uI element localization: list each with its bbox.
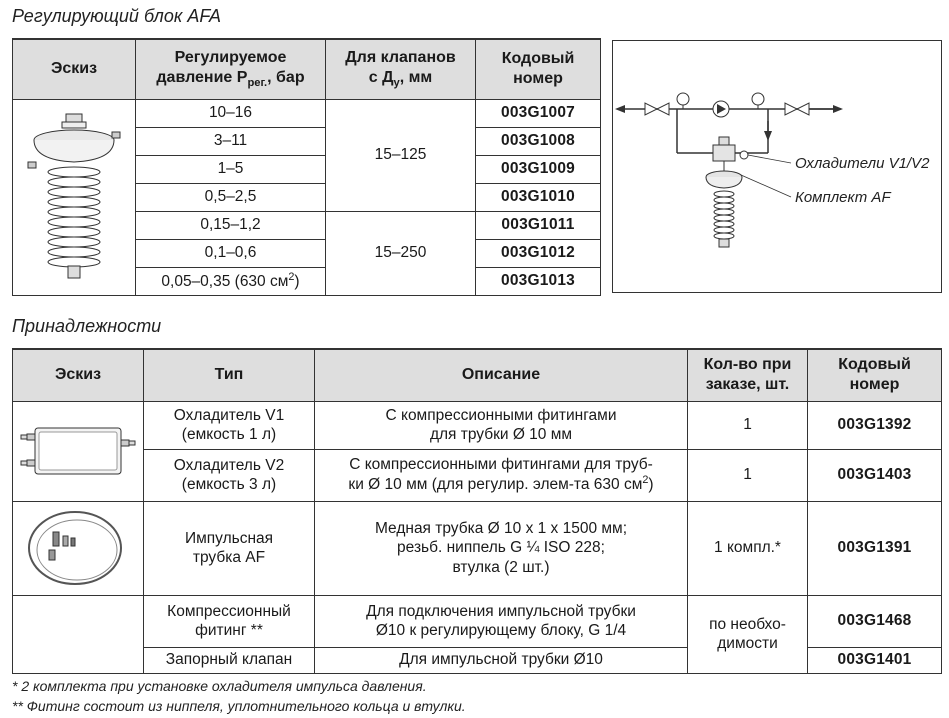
acc-type-3 (144, 501, 315, 595)
acc-desc-4-line1: Для подключения импульсной трубки (366, 602, 636, 620)
acc-desc-3-line2: резьб. ниппель G ¼ ISO 228; (397, 539, 605, 557)
acc-desc-2-line2: ки Ø 10 мм (для регулир. элем-та 630 см (348, 476, 643, 494)
acc-header-code (808, 349, 942, 401)
acc-desc-3-line1: Медная трубка Ø 10 x 1 x 1500 мм; (374, 519, 628, 537)
acc-desc-1-line2: для трубки Ø 10 мм (429, 426, 573, 443)
acc-qty-shared-line2: димости (717, 635, 778, 652)
acc-desc-2-sup: 2 (642, 474, 649, 487)
afa-pressure-5: 0,15–1,2 (136, 211, 326, 239)
afa-code-5: 003G1011 (476, 211, 601, 239)
acc-header-type: Тип (144, 349, 315, 401)
afa-header-pressure-unit: , бар (267, 69, 305, 87)
section-title-accessories: Принадлежности (12, 316, 162, 336)
accessories-table (12, 348, 942, 674)
afa-valves-group-2: 15–250 (326, 211, 476, 295)
afa-header-valves-unit: , мм (399, 69, 433, 87)
afa-header-valves-line1: Для клапанов (345, 49, 456, 67)
acc-desc-2-tail: ) (648, 476, 654, 494)
afa-header-pressure-line2: давление P (156, 69, 248, 87)
acc-code-5: 003G1401 (808, 647, 942, 673)
afa-header-code (476, 39, 601, 99)
acc-header-code-line1: Кодовый (838, 356, 911, 374)
acc-type-4 (144, 595, 315, 647)
acc-qty-shared (688, 595, 808, 673)
afa-pressure-7-main: 0,05–0,35 (630 см (161, 272, 289, 290)
acc-type-1-line2: (емкость 1 л) (181, 426, 277, 443)
footnote-2: ** Фитинг состоит из ниппеля, уплотнительного кольца и втулки. (12, 698, 466, 714)
afa-pressure-3: 1–5 (136, 155, 326, 183)
footnote-1: * 2 комплекта при установке охладителя импульса давления. (12, 678, 427, 694)
afa-pressure-7-tail: ) (294, 272, 300, 290)
afa-code-3: 003G1009 (476, 155, 601, 183)
acc-type-2 (144, 449, 315, 501)
afa-header-valves (326, 39, 476, 99)
acc-qty-2: 1 (688, 449, 808, 501)
acc-sketch-cooler-cell (13, 401, 144, 501)
acc-desc-3-line3: втулка (2 шт.) (452, 558, 550, 576)
acc-type-3-line2: трубка AF (192, 549, 266, 566)
afa-table (12, 38, 601, 296)
cooler-sketch (19, 416, 137, 486)
acc-type-3-line1: Импульсная (184, 529, 274, 547)
acc-desc-2 (315, 449, 688, 501)
installation-schema (612, 40, 942, 293)
afa-pressure-7 (136, 267, 326, 295)
acc-type-1 (144, 401, 315, 449)
acc-desc-5: Для импульсной трубки Ø10 (315, 647, 688, 673)
acc-header-qty (688, 349, 808, 401)
acc-desc-1 (315, 401, 688, 449)
acc-desc-1-line1: С компрессионными фитингами (385, 406, 617, 424)
afa-code-6: 003G1012 (476, 239, 601, 267)
afa-sketch-cell (13, 99, 136, 295)
acc-header-description: Описание (315, 349, 688, 401)
acc-desc-3 (315, 501, 688, 595)
afa-header-code-line1: Кодовый (501, 50, 575, 68)
acc-code-4: 003G1468 (808, 595, 942, 647)
acc-qty-3: 1 компл.* (688, 501, 808, 595)
afa-pressure-4: 0,5–2,5 (136, 183, 326, 211)
acc-sketch-empty-cell (13, 595, 144, 673)
acc-header-qty-line2: заказе, шт. (705, 376, 790, 394)
schema-label-kit: Комплект AF (795, 189, 891, 206)
schema-label-coolers: Охладители V1/V2 (795, 155, 930, 172)
afa-code-7: 003G1013 (476, 267, 601, 295)
acc-type-2-line1: Охладитель V2 (173, 456, 285, 474)
regulating-block-sketch (24, 110, 124, 285)
section-title-afa: Регулирующий блок AFA (12, 6, 222, 26)
acc-code-1: 003G1392 (808, 401, 942, 449)
afa-header-pressure-sub: рег. (247, 77, 268, 90)
afa-code-4: 003G1010 (476, 183, 601, 211)
afa-code-2: 003G1008 (476, 127, 601, 155)
afa-code-1: 003G1007 (476, 99, 601, 127)
acc-code-2: 003G1403 (808, 449, 942, 501)
acc-desc-2-line1: С компрессионными фитингами для труб- (349, 456, 653, 474)
afa-header-pressure (136, 39, 326, 99)
impulse-tube-sketch (23, 506, 133, 590)
afa-header-sketch: Эскиз (13, 39, 136, 99)
acc-type-4-line1: Компрессионный (167, 602, 291, 620)
afa-pressure-6: 0,1–0,6 (136, 239, 326, 267)
afa-valves-group-1: 15–125 (326, 99, 476, 211)
afa-pressure-7-sup: 2 (288, 270, 295, 283)
acc-sketch-tube-cell (13, 501, 144, 595)
acc-header-sketch: Эскиз (13, 349, 144, 401)
acc-desc-4 (315, 595, 688, 647)
afa-pressure-1: 10–16 (136, 99, 326, 127)
acc-type-4-line2: фитинг ** (195, 622, 263, 639)
acc-type-1-line1: Охладитель V1 (173, 406, 285, 424)
acc-qty-shared-line1: по необхо- (709, 615, 786, 633)
acc-code-3: 003G1391 (808, 501, 942, 595)
acc-type-2-line2: (емкость 3 л) (181, 476, 277, 493)
afa-pressure-2: 3–11 (136, 127, 326, 155)
acc-desc-4-line2: Ø10 к регулирующему блоку, G 1/4 (375, 622, 627, 639)
acc-header-code-line2: номер (849, 376, 900, 394)
afa-header-pressure-line1: Регулируемое (174, 49, 287, 67)
afa-header-valves-sub: у (393, 77, 400, 90)
afa-header-valves-line2: с Д (368, 69, 394, 87)
acc-header-qty-line1: Кол-во при (703, 356, 792, 374)
acc-type-5: Запорный клапан (144, 647, 315, 673)
afa-header-code-line2: номер (513, 70, 563, 88)
acc-qty-1: 1 (688, 401, 808, 449)
